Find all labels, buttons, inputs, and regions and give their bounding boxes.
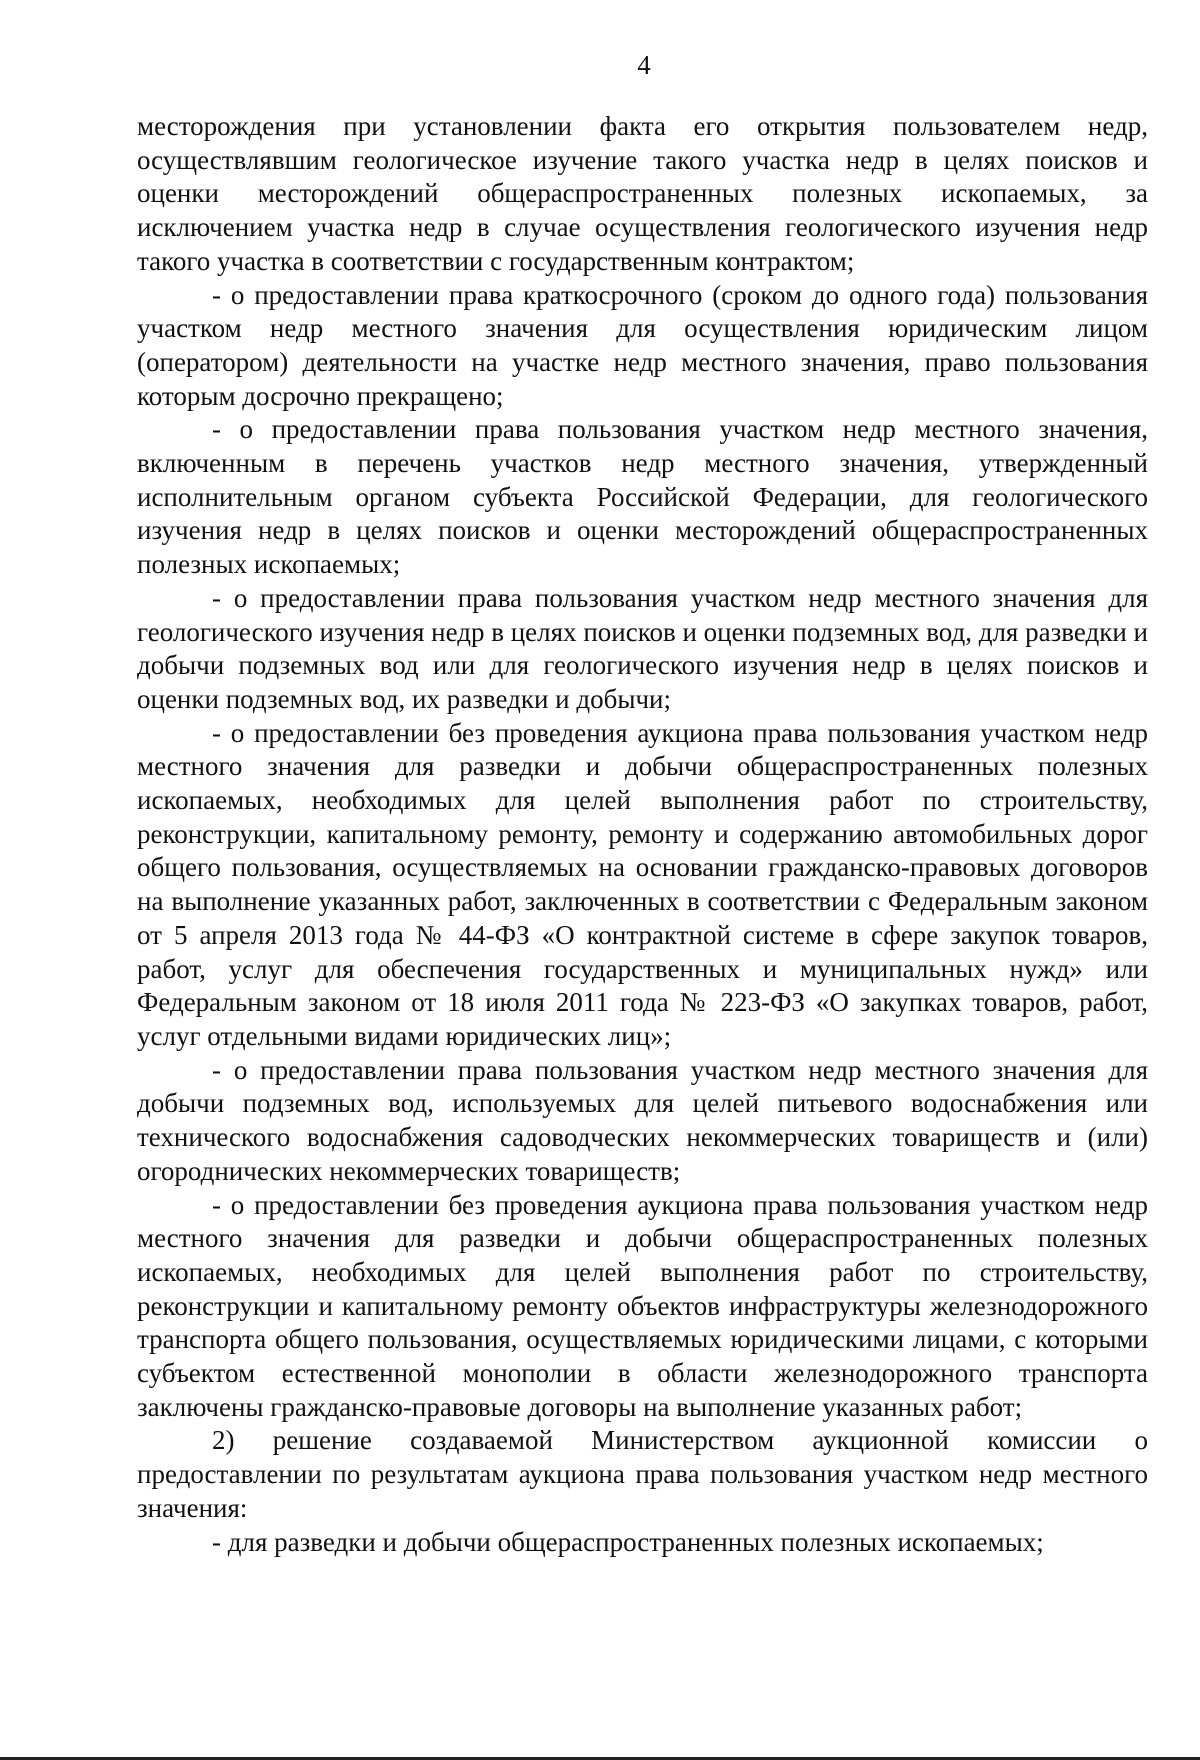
- paragraph-3: - о предоставлении права пользования участком недр местного значения, включенным в перечень участков недр местного значения, утвержденный исполнительным органом субъекта Российской Федерации, для геологического изучения недр в целях поисков и оценки месторождений общераспространенных полезных ископаемых;: [137, 414, 1148, 580]
- paragraph-2: - о предоставлении права краткосрочного (сроком до одного года) пользования участком недр местного значения для осуществления юридическим лицом (оператором) деятельности на участке недр местного значения, право пользования которым досрочно прекращено;: [137, 279, 1148, 411]
- paragraph-7: - о предоставлении без проведения аукциона права пользования участком недр местного значения для разведки и добычи общераспространенных полезных ископаемых, необходимых для целей выполнения работ по строительству, реконструкции и капитальному ремонту объектов инфраструктуры железнодорожного транспорта общего пользования, осуществляемых юридическими лицами, с которыми субъектом естественной монополии в области железнодорожного транспорта заключены гражданско-правовые договоры на выполнение указанных работ;: [137, 1189, 1148, 1422]
- paragraph-8: 2) решение создаваемой Министерством аукционной комиссии о предоставлении по результатам аукциона права пользования участком недр местного значения:: [137, 1425, 1148, 1523]
- paragraph-1: месторождения при установлении факта его открытия пользователем недр, осуществлявшим геологическое изучение такого участка недр в целях поисков и оценки месторождений общераспространенных полезных ископаемых, за исключением участка недр в случае осуществления геологического изучения недр такого участка в соответствии с государственным контрактом;: [137, 111, 1148, 276]
- paragraph-4: - о предоставлении права пользования участком недр местного значения для геологического изучения недр в целях поисков и оценки подземных вод, для разведки и добычи подземных вод или для геологического изучения недр в целях поисков и оценки подземных вод, их разведки и добычи;: [137, 582, 1148, 714]
- paragraph-6: - о предоставлении права пользования участком недр местного значения для добычи подземных вод, используемых для целей питьевого водоснабжения или технического водоснабжения садоводческих некоммерческих товариществ и (или) огороднических некоммерческих товариществ;: [137, 1054, 1148, 1186]
- page-number: 4: [637, 50, 651, 80]
- paragraph-9: - для разведки и добычи общераспространенных полезных ископаемых;: [212, 1526, 1044, 1557]
- paragraph-5: - о предоставлении без проведения аукциона права пользования участком недр местного значения для разведки и добычи общераспространенных полезных ископаемых, необходимых для целей выполнения работ по строительству, реконструкции, капитальному ремонту, ремонту и содержанию автомобильных дорог общего пользования, осуществляемых на основании гражданско-правовых договоров на выполнение указанных работ, заключенных в соответствии с Федеральным законом от 5 апреля 2013 года № 44-ФЗ «О контрактной системе в сфере закупок товаров, работ, услуг для обеспечения государственных и муниципальных нужд» или Федеральным законом от 18 июля 2011 года № 223-ФЗ «О закупках товаров, работ, услуг отдельными видами юридических лиц»;: [137, 717, 1148, 1051]
- document-body: [137, 110, 1148, 1559]
